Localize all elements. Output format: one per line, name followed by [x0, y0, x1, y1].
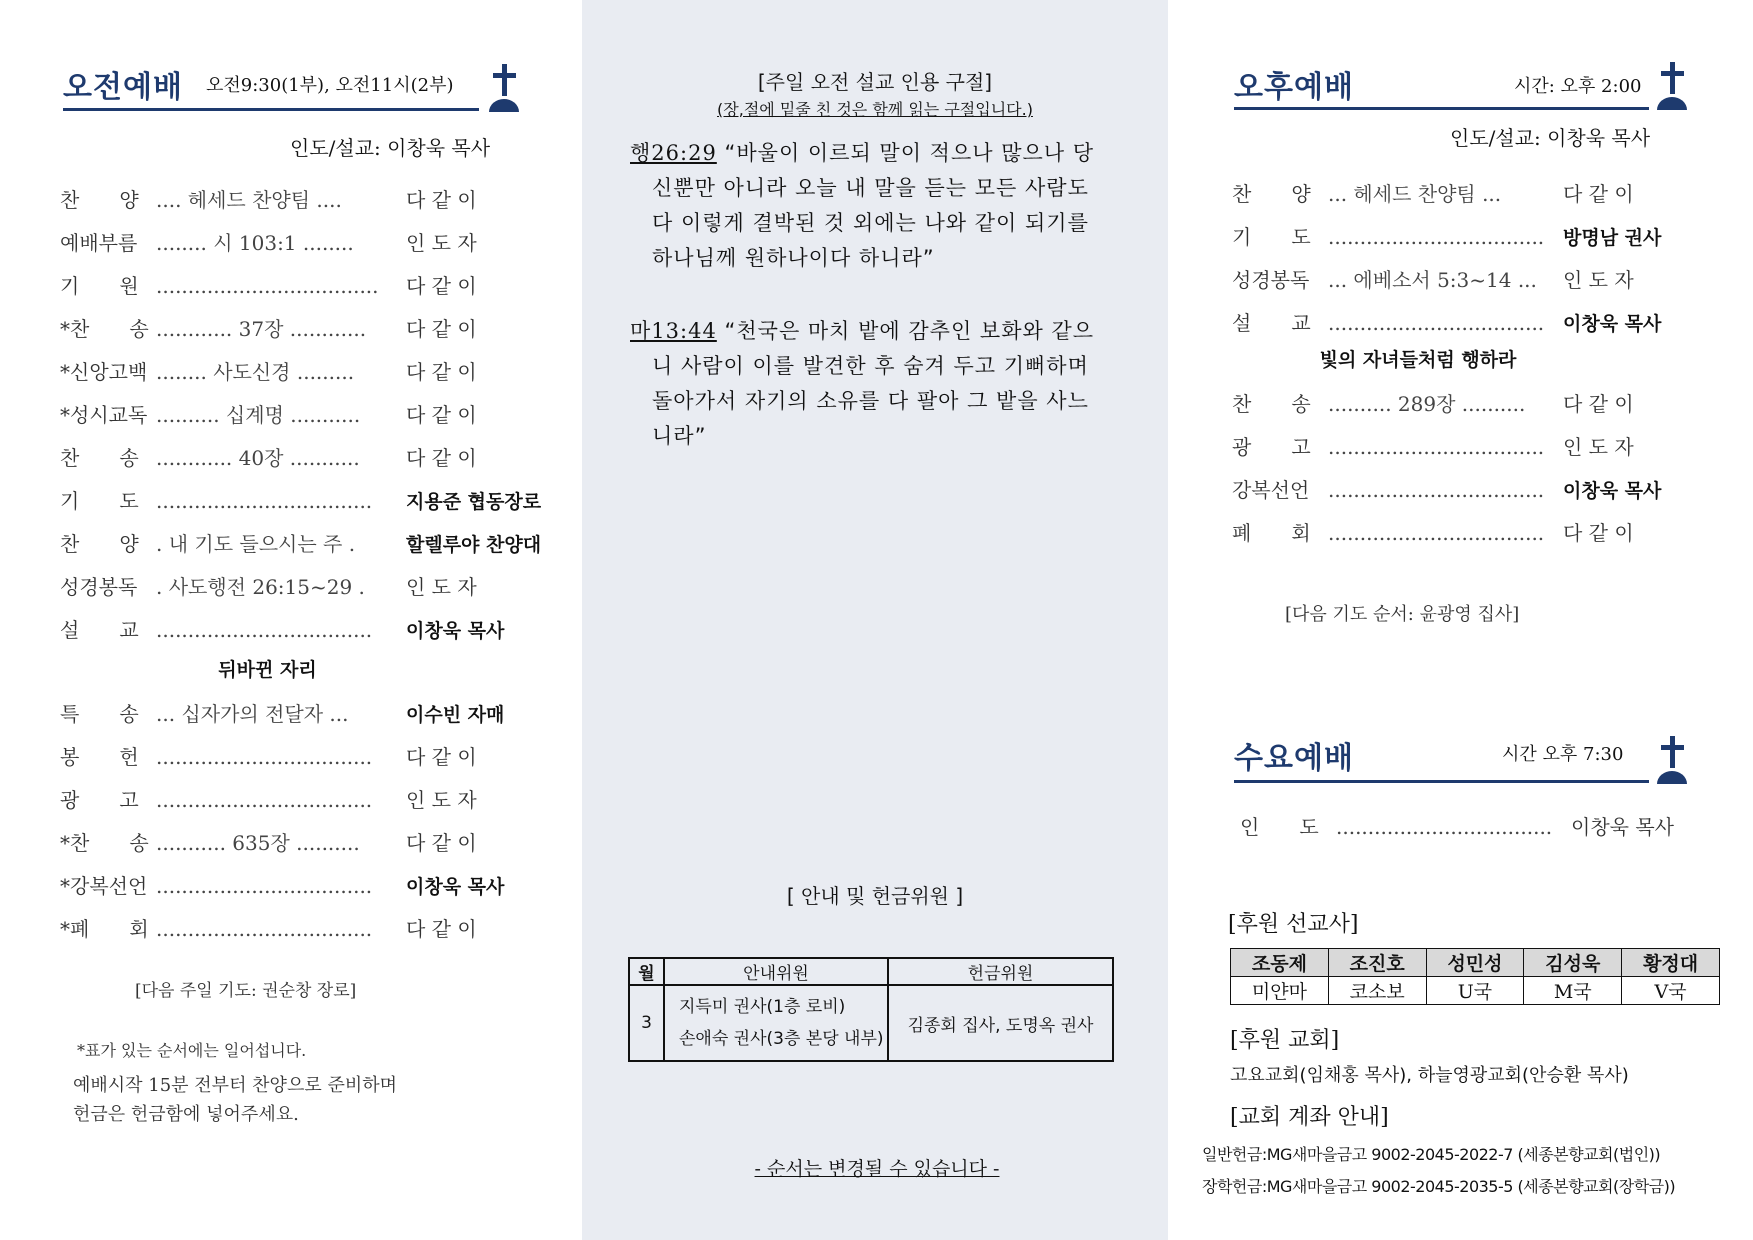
morning-service-panel: [0, 0, 582, 1240]
order-item-person: 이창욱 목사: [1563, 480, 1662, 502]
order-item-detail: . 사도행전 26:15~29 .: [156, 575, 365, 599]
order-item-label: 기 원: [60, 274, 139, 298]
order-item: [60, 528, 541, 557]
order-item-label: 성경봉독: [1232, 268, 1310, 292]
order-item-person: 인 도 자: [406, 788, 477, 812]
order-item-detail: ..................................: [156, 874, 373, 898]
order-item: [60, 571, 477, 600]
order-item-person: 다 같 이: [1563, 182, 1634, 206]
order-item: [1232, 264, 1634, 293]
verses-heading: [주일 오전 설교 인용 구절]: [757, 70, 993, 94]
order-item-person: 이창욱 목사: [1571, 815, 1674, 839]
order-item-detail: ...................................: [156, 274, 379, 298]
order-item: [1232, 431, 1634, 460]
order-item-detail: ........ 시 103:1 ........: [156, 231, 354, 255]
order-item-detail: ........... 635장 ..........: [156, 831, 360, 855]
order-item: [60, 741, 477, 770]
order-item-label: 인 도: [1240, 815, 1319, 839]
duty-title: [ 안내 및 헌금위원 ]: [786, 884, 964, 908]
missionaries-places-row: [1231, 977, 1720, 1005]
accounts-heading: [교회 계좌 안내]: [1230, 1105, 1389, 1130]
order-item: [60, 356, 477, 385]
order-item-detail: ..................................: [1328, 478, 1545, 502]
order-item-label: *신앙고백: [60, 360, 148, 384]
order-item-label: *찬 송: [60, 317, 149, 341]
cross-icon: [1655, 736, 1689, 784]
order-item: [60, 614, 504, 643]
wednesday-title: 수요예배: [1234, 741, 1354, 776]
order-item: [1240, 811, 1674, 840]
missionary-place: V국: [1622, 977, 1720, 1005]
order-item-label: 찬 양: [60, 188, 139, 212]
order-item-person: 다 같 이: [406, 917, 477, 941]
missionaries-table: [1230, 948, 1720, 1005]
verse-line: 니라”: [652, 424, 707, 448]
usher-1: 지득미 권사(1층 로비): [679, 997, 846, 1017]
prepare-note-2: 헌금은 헌금함에 넣어주세요.: [73, 1104, 299, 1125]
verse-line: 돌아가서 자기의 소유를 다 팔아 그 밭을 사느: [652, 389, 1089, 413]
order-item-person: 방명남 권사: [1563, 227, 1662, 249]
morning-time: 오전9:30(1부), 오전11시(2부): [206, 75, 454, 96]
order-item: [60, 870, 504, 899]
verse-block-1: [630, 136, 1130, 276]
order-item: [1232, 388, 1634, 417]
order-item-person: 이창욱 목사: [406, 620, 505, 642]
order-item-detail: ..................................: [1328, 225, 1545, 249]
missionary-name: 김성욱: [1524, 949, 1622, 977]
order-item-person: 다 같 이: [406, 446, 477, 470]
order-item: [60, 442, 477, 471]
usher-2: 손애숙 권사(3층 본당 내부): [679, 1029, 884, 1049]
verse-block-2: [630, 314, 1130, 454]
order-item-person: 인 도 자: [1563, 435, 1634, 459]
order-item: [60, 313, 477, 342]
order-item-detail: .... 헤세드 찬양팀 ....: [156, 188, 342, 212]
order-item-label: 특 송: [60, 702, 139, 726]
afternoon-header-rule: [1234, 107, 1649, 110]
order-item-person: 할렐루야 찬양대: [406, 534, 542, 556]
duty-header-month: 월: [629, 958, 664, 985]
verse-line: 하나님께 원하나이다 하니라”: [652, 246, 935, 270]
order-item-person: 다 같 이: [406, 745, 477, 769]
churches-text: 고요교회(임채홍 목사), 하늘영광교회(안승환 목사): [1230, 1065, 1629, 1086]
order-item-detail: ..................................: [156, 618, 373, 642]
verse-line: “천국은 마치 밭에 감추인 보화와 같으: [716, 319, 1095, 343]
schedule-change-note: - 순서는 변경될 수 있습니다 -: [754, 1158, 1000, 1180]
order-item-person: 인 도 자: [406, 231, 477, 255]
prepare-note-1: 예배시작 15분 전부터 찬양으로 준비하며: [73, 1075, 397, 1096]
afternoon-leader: 인도/설교: 이창욱 목사: [1450, 126, 1651, 150]
verse-ref: 행26:29: [630, 141, 717, 165]
cross-icon: [1655, 62, 1689, 110]
missionary-name: 조진호: [1328, 949, 1426, 977]
wednesday-time: 시간 오후 7:30: [1502, 744, 1624, 765]
order-item-label: 광 고: [1232, 435, 1311, 459]
order-item-person: 다 같 이: [1563, 392, 1634, 416]
order-item-detail: . 내 기도 들으시는 주 .: [156, 532, 356, 556]
order-item-label: 찬 양: [1232, 182, 1311, 206]
missionary-name: 조동제: [1231, 949, 1329, 977]
missionary-place: 코소보: [1328, 977, 1426, 1005]
missionary-place: U국: [1426, 977, 1524, 1005]
order-item-label: 찬 송: [60, 446, 139, 470]
verses-subheading: [582, 97, 1168, 120]
order-item-label: 봉 헌: [60, 745, 139, 769]
order-item-person: 이수빈 자매: [406, 704, 505, 726]
order-item: [60, 227, 477, 256]
duty-header-ushers: 안내위원: [664, 958, 888, 985]
order-item-label: 찬 양: [60, 532, 139, 556]
order-item: [60, 827, 477, 856]
order-item-label: *폐 회: [60, 917, 149, 941]
order-item-person: 이창욱 목사: [1563, 313, 1662, 335]
order-item-detail: ..................................: [1328, 435, 1545, 459]
verse-line: 니 사람이 이를 발견한 후 숨겨 두고 기뻐하며: [652, 354, 1089, 378]
order-item-detail: ..................................: [1328, 521, 1545, 545]
order-item-detail: ... 헤세드 찬양팀 ...: [1328, 182, 1502, 206]
verses-subheading-text: (장,절에 밑줄 친 것은 함께 읽는 구절입니다.): [717, 100, 1033, 119]
order-item-person: 이창욱 목사: [406, 876, 505, 898]
order-item-detail: ........ 사도신경 .........: [156, 360, 355, 384]
cross-icon: [487, 64, 521, 112]
order-item: [60, 698, 504, 727]
order-item: [60, 913, 477, 942]
order-item-detail: ... 에베소서 5:3~14 ...: [1328, 268, 1537, 292]
order-item-person: 다 같 이: [406, 360, 477, 384]
order-item: [60, 485, 541, 514]
order-item-person: 다 같 이: [406, 188, 477, 212]
order-item-label: 성경봉독: [60, 575, 138, 599]
order-item-detail: ............ 37장 ............: [156, 317, 367, 341]
order-item-person: 다 같 이: [1563, 521, 1634, 545]
morning-title: 오전예배: [63, 70, 183, 105]
wednesday-header-rule: [1234, 780, 1649, 783]
order-item: [60, 184, 477, 213]
verse-ref: 마13:44: [630, 319, 717, 343]
order-item-detail: .......... 289장 ..........: [1328, 392, 1526, 416]
order-item-person: 다 같 이: [406, 831, 477, 855]
order-item: [1232, 221, 1661, 250]
verse-line: “바울이 이르되 말이 적으나 많으나 당: [716, 141, 1095, 165]
order-item-label: 설 교: [60, 618, 139, 642]
afternoon-sermon-title: 빛의 자녀들처럼 행하라: [1319, 349, 1517, 371]
order-item: [60, 399, 477, 428]
duty-header-offering: 헌금위원: [888, 958, 1113, 985]
afternoon-time: 시간: 오후 2:00: [1514, 76, 1642, 97]
order-item-detail: ..................................: [1328, 311, 1545, 335]
order-item-person: 인 도 자: [406, 575, 477, 599]
order-item: [1232, 307, 1661, 336]
order-item-detail: ..................................: [156, 917, 373, 941]
order-item-label: 설 교: [1232, 311, 1311, 335]
morning-sermon-title: 뒤바뀐 자리: [218, 659, 317, 681]
missionary-place: 미얀마: [1231, 977, 1329, 1005]
missionaries-heading: [후원 선교사]: [1228, 912, 1359, 937]
order-item-detail: ..................................: [156, 745, 373, 769]
account-scholarship: 장학헌금:MG새마을금고 9002-2045-2035-5 (세종본향교회(장학금)): [1202, 1177, 1676, 1196]
order-item-label: 기 도: [60, 489, 139, 513]
afternoon-next-prayer: [다음 기도 순서: 윤광영 집사]: [1285, 604, 1520, 625]
duty-ushers: [664, 985, 888, 1061]
order-item-person: 다 같 이: [406, 317, 477, 341]
order-item-label: 광 고: [60, 788, 139, 812]
order-item: [1232, 474, 1661, 503]
order-item-label: 예배부름: [60, 231, 138, 255]
missionary-place: M국: [1524, 977, 1622, 1005]
order-item-detail: .......... 십계명 ...........: [156, 403, 361, 427]
churches-heading: [후원 교회]: [1230, 1028, 1340, 1053]
verse-line: 다 이렇게 결박된 것 외에는 나와 같이 되기를: [652, 211, 1089, 235]
order-item-detail: ..................................: [1336, 815, 1553, 839]
order-item-label: *성시교독: [60, 403, 148, 427]
sermon-verses-panel: [582, 0, 1168, 1240]
morning-next-prayer: [다음 주일 기도: 권순창 장로]: [135, 981, 357, 1001]
order-item-label: *강복선언: [60, 874, 148, 898]
order-item-label: 찬 송: [1232, 392, 1311, 416]
duty-table: [628, 957, 1114, 1062]
order-item: [1232, 517, 1634, 546]
order-item-detail: ... 십자가의 전달자 ...: [156, 702, 349, 726]
order-item: [1232, 178, 1634, 207]
order-item-label: 폐 회: [1232, 521, 1311, 545]
morning-header-rule: [63, 108, 479, 111]
afternoon-service-panel: [1168, 0, 1753, 1240]
order-item-detail: ..................................: [156, 788, 373, 812]
order-item: [60, 784, 477, 813]
afternoon-title: 오후예배: [1234, 70, 1354, 105]
stand-note: *표가 있는 순서에는 일어섭니다.: [77, 1041, 307, 1060]
account-general: 일반헌금:MG새마을금고 9002-2045-2022-7 (세종본향교회(법인)): [1202, 1145, 1661, 1164]
duty-month: 3: [629, 985, 664, 1061]
order-item-person: 다 같 이: [406, 274, 477, 298]
order-item-person: 인 도 자: [1563, 268, 1634, 292]
morning-leader: 인도/설교: 이창욱 목사: [290, 136, 491, 160]
missionaries-names-row: [1231, 949, 1720, 977]
order-item-label: *찬 송: [60, 831, 149, 855]
order-item-label: 기 도: [1232, 225, 1311, 249]
order-item-person: 다 같 이: [406, 403, 477, 427]
missionary-name: 황정대: [1622, 949, 1720, 977]
order-item-label: 강복선언: [1232, 478, 1310, 502]
missionary-name: 성민성: [1426, 949, 1524, 977]
order-item-person: 지용준 협동장로: [406, 491, 542, 513]
order-item-detail: ............ 40장 ...........: [156, 446, 360, 470]
order-item: [60, 270, 477, 299]
verse-line: 신뿐만 아니라 오늘 내 말을 듣는 모든 사람도: [652, 176, 1089, 200]
order-item-detail: ..................................: [156, 489, 373, 513]
duty-offering: 김종회 집사, 도명옥 권사: [888, 985, 1113, 1061]
